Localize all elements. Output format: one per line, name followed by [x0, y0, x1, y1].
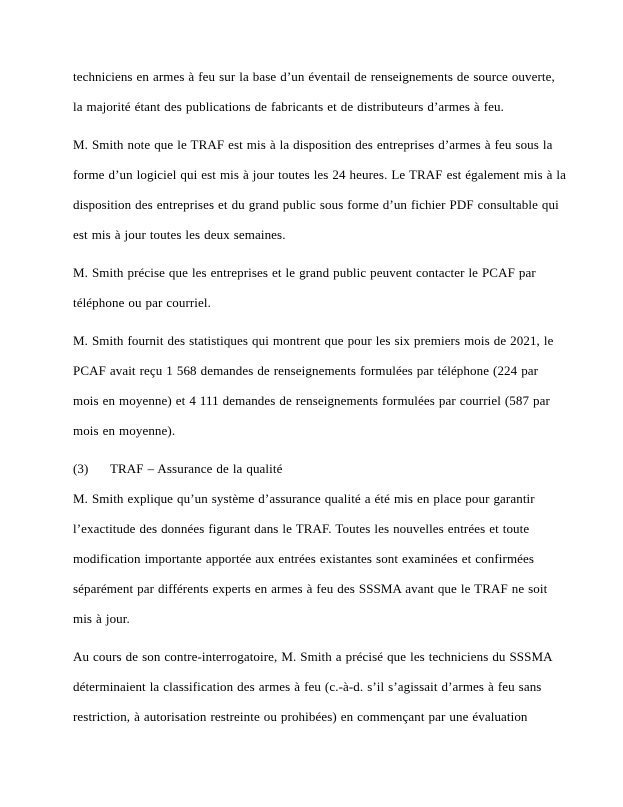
text-line: mois en moyenne) et 4 111 demandes de renseignements formulées par courriel (587 par: [73, 393, 550, 408]
text-line: téléphone ou par courriel.: [73, 295, 211, 310]
heading-text: TRAF – Assurance de la qualité: [110, 461, 283, 476]
text-line: M. Smith note que le TRAF est mis à la disposition des entreprises d’armes à feu sous la: [73, 137, 553, 152]
paragraph: [73, 642, 563, 732]
text-line: techniciens en armes à feu sur la base d’un éventail de renseignements de source ouverte,: [73, 69, 555, 84]
text-line: mois en moyenne).: [73, 423, 176, 438]
text-line: M. Smith fournit des statistiques qui montrent que pour les six premiers mois de 2021, le: [73, 333, 554, 348]
text-line: déterminaient la classification des armes à feu (c.-à-d. s’il s’agissait d’armes à feu sans: [73, 679, 542, 694]
text-line: Au cours de son contre-interrogatoire, M. Smith a précisé que les techniciens du SSSMA: [73, 649, 553, 664]
text-line: séparément par différents experts en armes à feu des SSSMA avant que le TRAF ne soit: [73, 581, 548, 596]
text-line: est mis à jour toutes les deux semaines.: [73, 227, 286, 242]
text-line: PCAF avait reçu 1 568 demandes de renseignements formulées par téléphone (224 par: [73, 363, 539, 378]
text-line: modification importante apportée aux entrées existantes sont examinées et confirmées: [73, 551, 535, 566]
paragraph: [73, 62, 563, 122]
text-line: M. Smith explique qu’un système d’assurance qualité a été mis en place pour garantir: [73, 491, 535, 506]
paragraph: [73, 484, 563, 634]
text-line: forme d’un logiciel qui est mis à jour toutes les 24 heures. Le TRAF est également mis à la: [73, 167, 566, 182]
text-line: la majorité étant des publications de fabricants et de distributeurs d’armes à feu.: [73, 99, 504, 114]
paragraph: [73, 258, 563, 318]
text-line: mis à jour.: [73, 611, 130, 626]
section-heading: [73, 454, 563, 484]
text-line: l’exactitude des données figurant dans le TRAF. Toutes les nouvelles entrées et toute: [73, 521, 530, 536]
paragraph: [73, 130, 566, 250]
text-line: M. Smith précise que les entreprises et le grand public peuvent contacter le PCAF par: [73, 265, 536, 280]
paragraph: [73, 326, 563, 446]
text-line: restriction, à autorisation restreinte ou prohibées) en commençant par une évaluation: [73, 709, 528, 724]
text-line: disposition des entreprises et du grand public sous forme d’un fichier PDF consultable qui: [73, 197, 559, 212]
heading-number: (3): [73, 461, 89, 476]
